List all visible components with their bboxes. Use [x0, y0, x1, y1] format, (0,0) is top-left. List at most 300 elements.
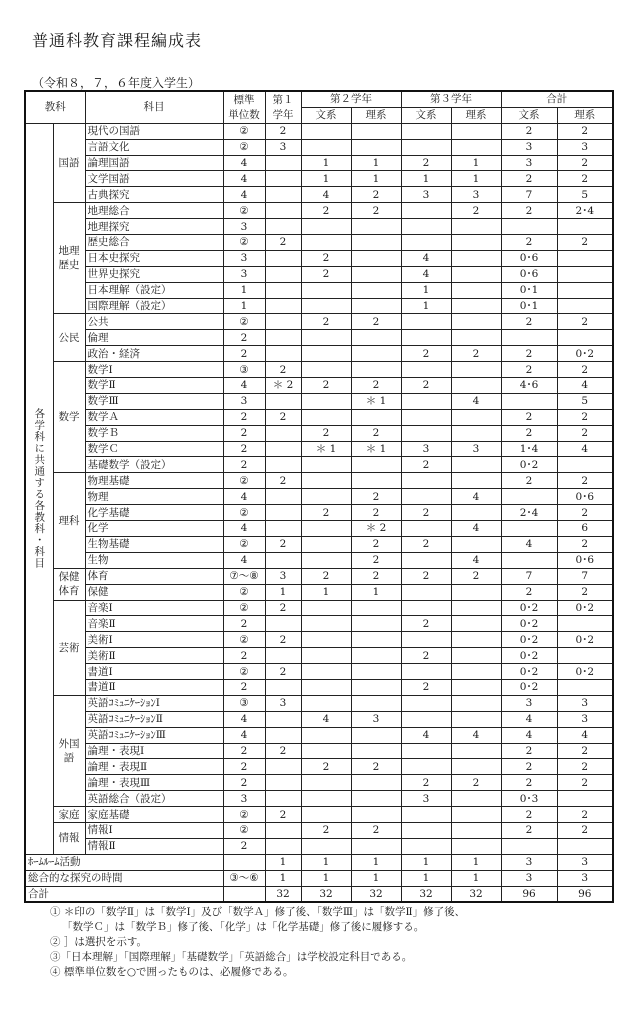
- subject-group: 家庭: [53, 807, 85, 823]
- table-cell: 4: [223, 711, 265, 727]
- table-cell: 2: [223, 457, 265, 473]
- table-cell: 2: [557, 409, 613, 425]
- table-cell: ②: [223, 584, 265, 600]
- course-name: 倫理: [85, 330, 223, 346]
- subject-group: 数学: [53, 362, 85, 473]
- table-cell: 2: [557, 807, 613, 823]
- table-row: [25, 187, 613, 203]
- table-cell: 2: [501, 171, 557, 187]
- table-cell: [301, 648, 351, 664]
- table-cell: 1: [223, 282, 265, 298]
- table-cell: 2: [557, 362, 613, 378]
- table-cell: 2: [265, 536, 301, 552]
- table-cell: 4: [557, 378, 613, 394]
- course-name: 世界史探究: [85, 266, 223, 282]
- table-cell: 4: [401, 266, 451, 282]
- table-cell: 4: [451, 552, 501, 568]
- table-cell: 2: [223, 616, 265, 632]
- table-cell: 32: [265, 886, 301, 902]
- table-cell: 3: [501, 155, 557, 171]
- table-cell: 2: [557, 314, 613, 330]
- table-cell: [451, 409, 501, 425]
- table-row: [25, 679, 613, 695]
- table-cell: 2: [501, 362, 557, 378]
- table-cell: 2: [301, 378, 351, 394]
- table-cell: 3: [401, 187, 451, 203]
- table-cell: ③: [223, 695, 265, 711]
- table-cell: 2: [501, 409, 557, 425]
- table-cell: 2: [557, 123, 613, 139]
- table-cell: [351, 679, 401, 695]
- header-row-1: [25, 91, 613, 107]
- table-cell: 2: [223, 775, 265, 791]
- table-cell: ②: [223, 822, 265, 838]
- table-row: [25, 759, 613, 775]
- table-cell: 2: [401, 378, 451, 394]
- table-cell: 2: [401, 505, 451, 521]
- page-title: 普通科教育課程編成表: [32, 31, 203, 50]
- table-cell: [557, 298, 613, 314]
- table-cell: 3: [451, 187, 501, 203]
- table-cell: [501, 393, 557, 409]
- table-cell: [557, 679, 613, 695]
- table-cell: [557, 838, 613, 854]
- table-cell: [301, 727, 351, 743]
- table-row: [25, 457, 613, 473]
- table-cell: [557, 250, 613, 266]
- course-name: 英語ｺﾐｭﾆｹｰｼｮﾝⅢ: [85, 727, 223, 743]
- table-cell: [351, 838, 401, 854]
- table-cell: 3: [451, 441, 501, 457]
- table-row: [25, 282, 613, 298]
- table-cell: 2: [501, 759, 557, 775]
- table-cell: 0･2: [557, 632, 613, 648]
- table-row: [25, 568, 613, 584]
- table-cell: 4: [501, 727, 557, 743]
- table-cell: 5: [557, 187, 613, 203]
- table-cell: ②: [223, 139, 265, 155]
- table-cell: 0･2: [557, 346, 613, 362]
- table-cell: [265, 521, 301, 537]
- course-name: 国際理解（設定）: [85, 298, 223, 314]
- table-cell: 0･3: [501, 791, 557, 807]
- table-cell: 0･1: [501, 282, 557, 298]
- table-cell: [451, 250, 501, 266]
- table-cell: 3: [223, 219, 265, 235]
- table-cell: 2: [557, 536, 613, 552]
- table-cell: 0･2: [501, 616, 557, 632]
- table-cell: 1: [451, 155, 501, 171]
- table-cell: [451, 632, 501, 648]
- table-row: [25, 489, 613, 505]
- table-cell: 0･2: [501, 632, 557, 648]
- table-cell: [451, 298, 501, 314]
- table-cell: [451, 235, 501, 251]
- course-name: 数学Ｃ: [85, 441, 223, 457]
- table-cell: 2: [351, 203, 401, 219]
- course-name: 数学Ａ: [85, 409, 223, 425]
- table-cell: [301, 409, 351, 425]
- header-total: 合計: [501, 91, 613, 107]
- table-cell: 4: [223, 727, 265, 743]
- table-cell: [301, 457, 351, 473]
- table-cell: [265, 250, 301, 266]
- table-cell: [351, 346, 401, 362]
- table-cell: 2: [501, 346, 557, 362]
- table-cell: 1: [451, 854, 501, 870]
- table-cell: 2: [401, 648, 451, 664]
- table-cell: 4: [451, 521, 501, 537]
- table-row: [25, 219, 613, 235]
- table-row: [25, 378, 613, 394]
- table-cell: 2: [351, 552, 401, 568]
- table-cell: [301, 632, 351, 648]
- table-cell: 2: [501, 822, 557, 838]
- table-cell: 3: [501, 870, 557, 886]
- subject-group: 理科: [53, 473, 85, 568]
- subject-group: 情報: [53, 822, 85, 854]
- table-cell: [401, 695, 451, 711]
- table-cell: ②: [223, 123, 265, 139]
- table-cell: 2: [401, 155, 451, 171]
- course-name: 英語ｺﾐｭﾆｹｰｼｮﾝⅠ: [85, 695, 223, 711]
- footer-label: 合計: [25, 886, 223, 902]
- table-cell: [265, 441, 301, 457]
- table-cell: [557, 616, 613, 632]
- course-name: 英語ｺﾐｭﾆｹｰｼｮﾝⅡ: [85, 711, 223, 727]
- table-cell: [351, 664, 401, 680]
- table-cell: 2: [301, 314, 351, 330]
- table-cell: ②: [223, 235, 265, 251]
- table-cell: ⑦～⑧: [223, 568, 265, 584]
- course-name: 生物基礎: [85, 536, 223, 552]
- table-cell: 1: [401, 171, 451, 187]
- table-cell: 2･4: [557, 203, 613, 219]
- table-cell: [301, 536, 351, 552]
- table-cell: ②: [223, 632, 265, 648]
- table-cell: [265, 616, 301, 632]
- table-row: [25, 695, 613, 711]
- table-cell: 2: [501, 807, 557, 823]
- table-cell: 1: [351, 155, 401, 171]
- table-cell: 1: [265, 854, 301, 870]
- table-cell: 2: [501, 314, 557, 330]
- table-cell: [451, 807, 501, 823]
- table-cell: 2: [501, 203, 557, 219]
- table-cell: [301, 123, 351, 139]
- table-cell: 3: [557, 854, 613, 870]
- table-cell: [401, 711, 451, 727]
- table-row: [25, 473, 613, 489]
- table-cell: 2: [501, 775, 557, 791]
- table-cell: 2: [557, 775, 613, 791]
- table-cell: 2: [223, 346, 265, 362]
- header-kamoku: 科目: [85, 91, 223, 123]
- course-name: 論理・表現Ⅲ: [85, 775, 223, 791]
- table-cell: 3: [501, 854, 557, 870]
- subject-group: 地理歴史: [53, 203, 85, 314]
- header-units-2: 単位数: [223, 107, 265, 123]
- table-row: [25, 616, 613, 632]
- table-row: [25, 250, 613, 266]
- header-grade1-2: 学年: [265, 107, 301, 123]
- table-cell: 2: [557, 425, 613, 441]
- table-cell: 0･6: [557, 552, 613, 568]
- table-cell: 6: [557, 521, 613, 537]
- header-kyoka: 教科: [25, 91, 85, 123]
- table-cell: 2: [265, 743, 301, 759]
- table-cell: 1: [223, 298, 265, 314]
- table-cell: [451, 616, 501, 632]
- table-cell: [401, 330, 451, 346]
- table-row: [25, 838, 613, 854]
- table-row: [25, 600, 613, 616]
- table-cell: [501, 521, 557, 537]
- header-g2-ri: 理系: [351, 107, 401, 123]
- header-total-ri: 理系: [557, 107, 613, 123]
- table-cell: [401, 219, 451, 235]
- table-cell: 3: [223, 250, 265, 266]
- table-cell: 2: [351, 425, 401, 441]
- table-cell: [451, 123, 501, 139]
- table-cell: 2: [557, 743, 613, 759]
- course-name: 論理・表現Ⅱ: [85, 759, 223, 775]
- table-cell: 2: [351, 489, 401, 505]
- table-cell: 2: [557, 759, 613, 775]
- table-cell: 3: [401, 791, 451, 807]
- table-cell: 1: [301, 870, 351, 886]
- table-cell: [451, 362, 501, 378]
- table-cell: 2: [265, 235, 301, 251]
- course-name: 音楽Ⅱ: [85, 616, 223, 632]
- table-cell: [557, 282, 613, 298]
- table-cell: [301, 679, 351, 695]
- table-cell: [265, 791, 301, 807]
- table-cell: 3: [557, 711, 613, 727]
- table-cell: [265, 346, 301, 362]
- header-grade2: 第２学年: [301, 91, 401, 107]
- table-cell: [451, 139, 501, 155]
- table-cell: [265, 711, 301, 727]
- table-cell: [351, 330, 401, 346]
- table-cell: 4: [223, 552, 265, 568]
- table-cell: 4: [223, 187, 265, 203]
- table-cell: 3: [557, 695, 613, 711]
- table-cell: ②: [223, 314, 265, 330]
- table-cell: [265, 838, 301, 854]
- table-cell: [301, 838, 351, 854]
- table-cell: [401, 664, 451, 680]
- table-cell: 4: [223, 521, 265, 537]
- footer-label: ﾎｰﾑﾙｰﾑ活動: [25, 854, 223, 870]
- table-cell: 4: [401, 250, 451, 266]
- table-cell: [451, 473, 501, 489]
- table-cell: 2: [265, 473, 301, 489]
- table-cell: [351, 139, 401, 155]
- table-cell: ②: [223, 807, 265, 823]
- course-name: 言語文化: [85, 139, 223, 155]
- course-name: 音楽Ⅰ: [85, 600, 223, 616]
- table-cell: 2: [451, 568, 501, 584]
- table-cell: 2: [557, 155, 613, 171]
- table-cell: 2: [223, 759, 265, 775]
- table-cell: 1: [301, 171, 351, 187]
- table-row: [25, 155, 613, 171]
- course-name: 美術Ⅰ: [85, 632, 223, 648]
- table-cell: [401, 203, 451, 219]
- course-name: 数学Ⅲ: [85, 393, 223, 409]
- table-cell: 4: [301, 711, 351, 727]
- table-cell: [501, 552, 557, 568]
- table-cell: 0･6: [501, 250, 557, 266]
- table-cell: [265, 759, 301, 775]
- table-cell: [351, 695, 401, 711]
- table-cell: [401, 123, 451, 139]
- table-cell: 2: [557, 505, 613, 521]
- table-cell: 2: [351, 759, 401, 775]
- course-name: 数学Ⅰ: [85, 362, 223, 378]
- table-cell: [301, 282, 351, 298]
- header-g2-bun: 文系: [301, 107, 351, 123]
- table-cell: [451, 838, 501, 854]
- table-cell: [265, 330, 301, 346]
- table-cell: [265, 648, 301, 664]
- header-g3-bun: 文系: [401, 107, 451, 123]
- table-cell: [265, 155, 301, 171]
- course-name: 日本理解（設定）: [85, 282, 223, 298]
- table-cell: 2: [401, 775, 451, 791]
- table-row: [25, 298, 613, 314]
- table-cell: [451, 743, 501, 759]
- table-cell: 1･4: [501, 441, 557, 457]
- course-name: 論理国語: [85, 155, 223, 171]
- table-row: [25, 441, 613, 457]
- course-name: 情報Ⅰ: [85, 822, 223, 838]
- side-label-text: 各学科に共通する各教科・科目: [33, 408, 46, 570]
- table-cell: ＊ 1: [301, 441, 351, 457]
- table-cell: 2: [223, 425, 265, 441]
- table-cell: [223, 854, 265, 870]
- table-cell: 2: [265, 807, 301, 823]
- table-cell: 1: [451, 870, 501, 886]
- curriculum-table: [24, 90, 614, 903]
- table-row: [25, 330, 613, 346]
- table-row: [25, 552, 613, 568]
- table-cell: [301, 489, 351, 505]
- table-cell: [451, 330, 501, 346]
- table-cell: 0･6: [501, 266, 557, 282]
- table-cell: 2: [301, 425, 351, 441]
- table-cell: [451, 695, 501, 711]
- course-name: 書道Ⅱ: [85, 679, 223, 695]
- subject-group: 保健体育: [53, 568, 85, 600]
- table-cell: 0･6: [557, 489, 613, 505]
- course-name: 美術Ⅱ: [85, 648, 223, 664]
- table-cell: 4: [223, 378, 265, 394]
- table-cell: [351, 600, 401, 616]
- table-row: [25, 203, 613, 219]
- table-cell: 2: [401, 568, 451, 584]
- note-1-cont: 「数学Ｃ」は「数学Ｂ」修了後、「化学」は「化学基礎」修了後に履修する。: [62, 921, 425, 933]
- table-cell: 2: [401, 346, 451, 362]
- table-cell: [301, 521, 351, 537]
- table-cell: [401, 409, 451, 425]
- course-name: 情報Ⅱ: [85, 838, 223, 854]
- table-cell: [451, 679, 501, 695]
- table-cell: [351, 123, 401, 139]
- table-row: [25, 409, 613, 425]
- table-cell: ②: [223, 600, 265, 616]
- table-cell: 4: [451, 727, 501, 743]
- table-cell: [401, 600, 451, 616]
- table-row: [25, 648, 613, 664]
- table-cell: [301, 473, 351, 489]
- table-cell: 2: [557, 473, 613, 489]
- table-cell: [451, 219, 501, 235]
- table-row: [25, 171, 613, 187]
- table-row: [25, 711, 613, 727]
- table-row: [25, 584, 613, 600]
- table-cell: 2: [557, 171, 613, 187]
- table-cell: [351, 791, 401, 807]
- table-cell: [351, 266, 401, 282]
- table-cell: 2: [265, 664, 301, 680]
- table-cell: [265, 822, 301, 838]
- table-cell: [451, 711, 501, 727]
- table-cell: [451, 505, 501, 521]
- table-cell: 96: [557, 886, 613, 902]
- table-cell: [451, 457, 501, 473]
- side-label: [25, 123, 53, 854]
- header-grade1-1: 第１: [265, 91, 301, 107]
- table-cell: 2: [401, 457, 451, 473]
- table-cell: 2: [557, 235, 613, 251]
- table-cell: [451, 584, 501, 600]
- table-cell: [301, 298, 351, 314]
- table-cell: [351, 235, 401, 251]
- table-cell: [223, 886, 265, 902]
- table-cell: [265, 505, 301, 521]
- table-cell: 1: [351, 584, 401, 600]
- table-cell: [265, 219, 301, 235]
- table-cell: [557, 457, 613, 473]
- table-cell: 7: [501, 187, 557, 203]
- table-row: [25, 536, 613, 552]
- table-cell: 3: [557, 870, 613, 886]
- table-cell: 2: [557, 822, 613, 838]
- table-cell: [401, 838, 451, 854]
- table-cell: 3: [265, 695, 301, 711]
- table-cell: [351, 457, 401, 473]
- table-cell: 2: [401, 616, 451, 632]
- table-cell: [351, 807, 401, 823]
- table-cell: 2: [401, 536, 451, 552]
- table-row: [25, 235, 613, 251]
- table-cell: [301, 235, 351, 251]
- note-3: ③「日本理解」「国際理解」「基礎数学」「英語総合」は学校設定科目である。: [50, 951, 413, 963]
- table-cell: [451, 822, 501, 838]
- table-cell: [301, 600, 351, 616]
- table-cell: 2: [223, 838, 265, 854]
- table-cell: [265, 775, 301, 791]
- table-cell: [351, 632, 401, 648]
- footer-label: 総合的な探究の時間: [25, 870, 223, 886]
- table-cell: 4: [557, 441, 613, 457]
- table-cell: [265, 314, 301, 330]
- table-cell: [451, 266, 501, 282]
- table-cell: [301, 330, 351, 346]
- table-cell: [451, 648, 501, 664]
